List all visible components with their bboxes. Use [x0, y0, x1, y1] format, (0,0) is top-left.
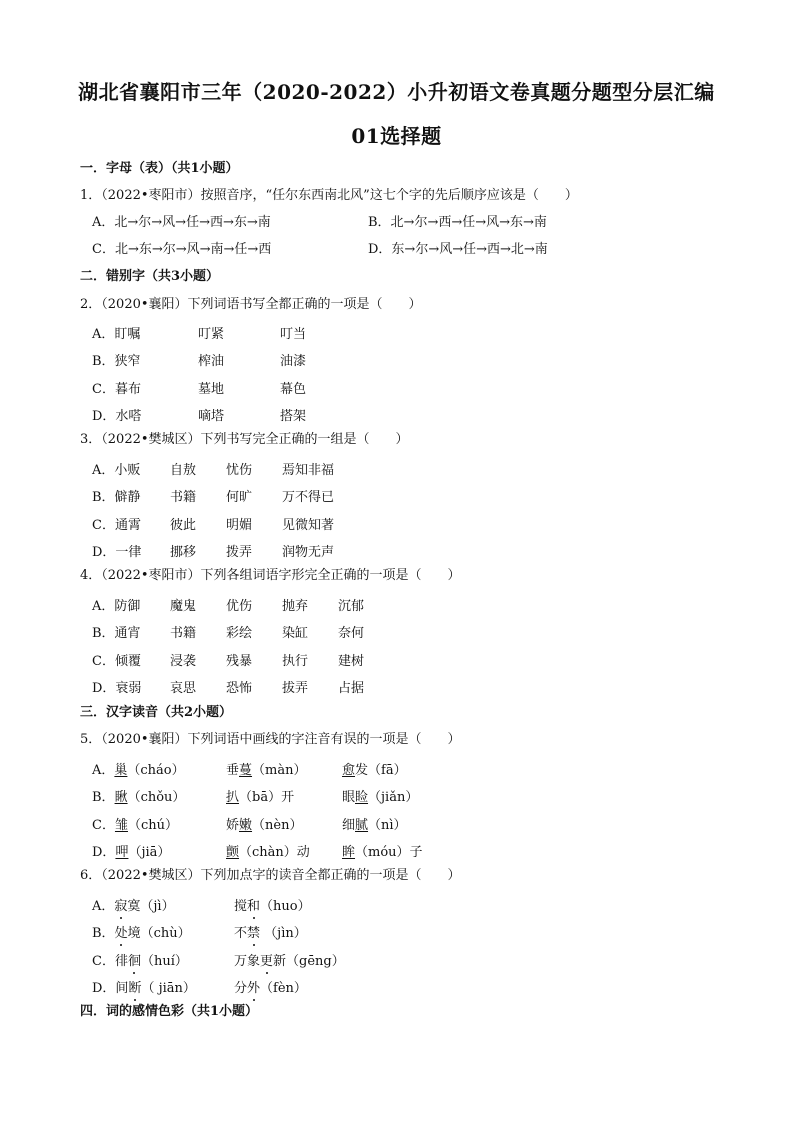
q1-option-d: D．东→尔→风→任→西→北→南	[368, 242, 548, 257]
option-text: 垂	[226, 763, 240, 778]
q4-option-word: 残暴	[226, 653, 253, 669]
q6-option-item	[234, 977, 307, 996]
option-text: （móu）子	[355, 844, 423, 860]
q5-option-item	[342, 814, 407, 833]
option-text: （ jiān）	[141, 980, 196, 996]
underlined-char: 眸	[342, 844, 356, 860]
q4-option-word: 哀思	[170, 680, 197, 696]
option-text: D．	[92, 844, 116, 860]
option-text: 眼	[342, 790, 356, 806]
q5-option-item	[92, 786, 185, 805]
option-text: 万象	[234, 953, 261, 969]
q6-option-item	[234, 950, 345, 969]
q2-option-word: A．盯嘱	[92, 327, 141, 342]
q5-option-item	[342, 841, 423, 860]
dotted-char: 外	[247, 980, 261, 996]
option-text: A．	[92, 899, 115, 914]
q1-option-c: C．北→东→尔→风→南→任→西	[92, 242, 272, 257]
q3-option-word: 忧伤	[226, 463, 253, 478]
q5-option-item	[226, 841, 310, 860]
question-6-stem: 6．（2022•樊城区）下列加点字的读音全都正确的一项是（ ）	[80, 868, 461, 883]
q2-option-word: 搭架	[280, 408, 307, 424]
option-text: （jìn）	[260, 926, 307, 942]
q1-option-b: B．北→尔→西→任→风→东→南	[368, 215, 547, 230]
q6-option-item	[234, 922, 307, 941]
q2-option-word: 榨油	[198, 354, 225, 370]
option-text: A．	[92, 763, 115, 778]
q3-option-word: 拨弄	[226, 544, 253, 560]
option-text: （fèn）	[260, 980, 307, 996]
underlined-char: 腻	[355, 817, 369, 833]
q4-option-word: B．通宵	[92, 626, 141, 642]
dotted-char: 寂	[114, 899, 128, 914]
option-text: C．徘	[92, 953, 128, 969]
q3-option-word: 焉知非福	[282, 463, 335, 478]
option-text: （cháo）	[127, 763, 185, 778]
q3-option-word: 何旷	[226, 490, 253, 506]
q6-option-item	[92, 922, 191, 941]
q3-option-word: 自敖	[170, 463, 197, 478]
q5-option-item	[92, 814, 178, 833]
underlined-char: 嫩	[239, 817, 253, 833]
dotted-char: 徊	[127, 953, 141, 969]
option-text: B．	[92, 926, 115, 942]
underlined-char: 雏	[114, 817, 128, 833]
underlined-char: 瞅	[114, 790, 128, 806]
option-text: B．	[92, 790, 115, 806]
option-text: （jiā）	[128, 844, 171, 860]
option-text: （huí）	[140, 953, 188, 969]
option-text: D．间	[92, 980, 129, 996]
q1-option-a: A．北→尔→风→任→西→东→南	[92, 215, 271, 230]
q2-option-word: 墓地	[198, 381, 225, 397]
q3-option-word: 润物无声	[282, 544, 335, 560]
q4-option-word: 拔弄	[282, 680, 309, 696]
q4-option-word: 魔鬼	[170, 599, 197, 614]
q3-option-word: C．通霄	[92, 517, 141, 533]
option-text: （nèn）	[252, 817, 303, 833]
q6-option-item	[92, 977, 196, 996]
q3-option-word: 挪移	[170, 544, 197, 560]
option-text: （màn）	[252, 763, 307, 778]
option-text: 细	[342, 817, 356, 833]
option-text: 境（chù）	[127, 926, 191, 942]
q5-option-item	[226, 786, 294, 805]
dotted-char: 更	[260, 953, 274, 969]
q4-option-word: D．衰弱	[92, 680, 142, 696]
q3-option-word: 见微知著	[282, 517, 335, 533]
q2-option-word: 叮当	[280, 327, 307, 342]
q4-option-word: 建树	[338, 653, 365, 669]
underlined-char: 睑	[355, 790, 369, 806]
q4-option-word: 优伤	[226, 599, 253, 614]
q2-option-word: B．狭窄	[92, 354, 141, 370]
option-text: （huo）	[260, 899, 311, 914]
section-heading-3: 三．汉字读音（共2小题）	[80, 705, 233, 720]
dotted-char: 禁	[247, 926, 261, 942]
q3-option-word: D．一律	[92, 544, 142, 560]
q2-option-word: D．水嗒	[92, 408, 142, 424]
option-text: （chǒu）	[127, 790, 186, 806]
q4-option-word: 染缸	[282, 626, 309, 642]
dotted-char: 断	[128, 980, 142, 996]
option-text: 寞（jì）	[127, 899, 175, 914]
q4-option-word: A．防御	[92, 599, 141, 614]
underlined-char: 愈	[342, 763, 356, 778]
dotted-char: 处	[114, 926, 128, 942]
question-5-stem: 5．（2020•襄阳）下列词语中画线的字注音有误的一项是（ ）	[80, 732, 461, 747]
q3-option-word: B．僻静	[92, 490, 141, 506]
option-text: 新（gēng）	[273, 953, 345, 969]
option-text: 搅	[234, 899, 248, 914]
q5-option-item	[226, 759, 306, 778]
q2-option-word: 油漆	[280, 354, 307, 370]
question-3-stem: 3．（2022•樊城区）下列书写完全正确的一组是（ ）	[80, 432, 409, 447]
option-text: 分	[234, 980, 248, 996]
option-text: （bā）开	[239, 790, 295, 806]
q4-option-word: 恐怖	[226, 680, 253, 696]
q4-option-word: 奈何	[338, 626, 365, 642]
document-subtitle: 01选择题	[351, 124, 442, 148]
option-text: （chú）	[127, 817, 178, 833]
q4-option-word: 沉郁	[338, 599, 365, 614]
question-1-stem: 1．（2022•枣阳市）按照音序，“任尔东西南北风”这七个字的先后顺序应该是（ ）	[80, 188, 578, 203]
option-text: （chàn）动	[239, 844, 310, 860]
q3-option-word: 彼此	[170, 517, 197, 533]
q6-option-item	[234, 895, 311, 914]
underlined-char: 扒	[226, 790, 240, 806]
question-2-stem: 2．（2020•襄阳）下列词语书写全都正确的一项是（ ）	[80, 297, 422, 312]
q5-option-item	[342, 786, 418, 805]
q2-option-word: 幕色	[280, 381, 307, 397]
q4-option-word: 抛弃	[282, 599, 309, 614]
section-heading-2: 二．错别字（共3小题）	[80, 269, 220, 284]
document-title: 湖北省襄阳市三年（2020-2022）小升初语文卷真题分题型分层汇编	[78, 80, 715, 104]
option-text: （nì）	[368, 817, 407, 833]
q6-option-item	[92, 950, 188, 969]
q2-option-word: 嘀塔	[198, 408, 225, 424]
q3-option-word: A．小贩	[92, 463, 141, 478]
q4-option-word: 彩绘	[226, 626, 253, 642]
underlined-char: 颤	[226, 844, 240, 860]
q3-option-word: 书籍	[170, 490, 197, 506]
option-text: 发（fā）	[355, 763, 407, 778]
question-4-stem: 4．（2022•枣阳市）下列各组词语字形完全正确的一项是（ ）	[80, 568, 461, 583]
dotted-char: 和	[247, 899, 261, 914]
underlined-char: 蔓	[239, 763, 253, 778]
option-text: C．	[92, 817, 115, 833]
q4-option-word: 占据	[338, 680, 365, 696]
option-text: 娇	[226, 817, 240, 833]
q5-option-item	[226, 814, 302, 833]
q2-option-word: C．暮布	[92, 381, 141, 397]
option-text: 不	[234, 926, 248, 942]
underlined-char: 巢	[114, 763, 128, 778]
q3-option-word: 万不得已	[282, 490, 335, 506]
q5-option-item	[342, 759, 407, 778]
section-heading-1: 一．字母（表）（共1小题）	[80, 161, 239, 176]
q3-option-word: 明媚	[226, 517, 253, 533]
q6-option-item	[92, 895, 175, 914]
q4-option-word: 浸袭	[170, 653, 197, 669]
q2-option-word: 叮紧	[198, 327, 225, 342]
q4-option-word: 执行	[282, 653, 309, 669]
q4-option-word: 书籍	[170, 626, 197, 642]
underlined-char: 呷	[115, 844, 129, 860]
q5-option-item	[92, 759, 185, 778]
option-text: （jiǎn）	[368, 790, 419, 806]
q4-option-word: C．倾覆	[92, 653, 141, 669]
q5-option-item	[92, 841, 170, 860]
section-heading-4: 四．词的感情色彩（共1小题）	[80, 1004, 259, 1019]
